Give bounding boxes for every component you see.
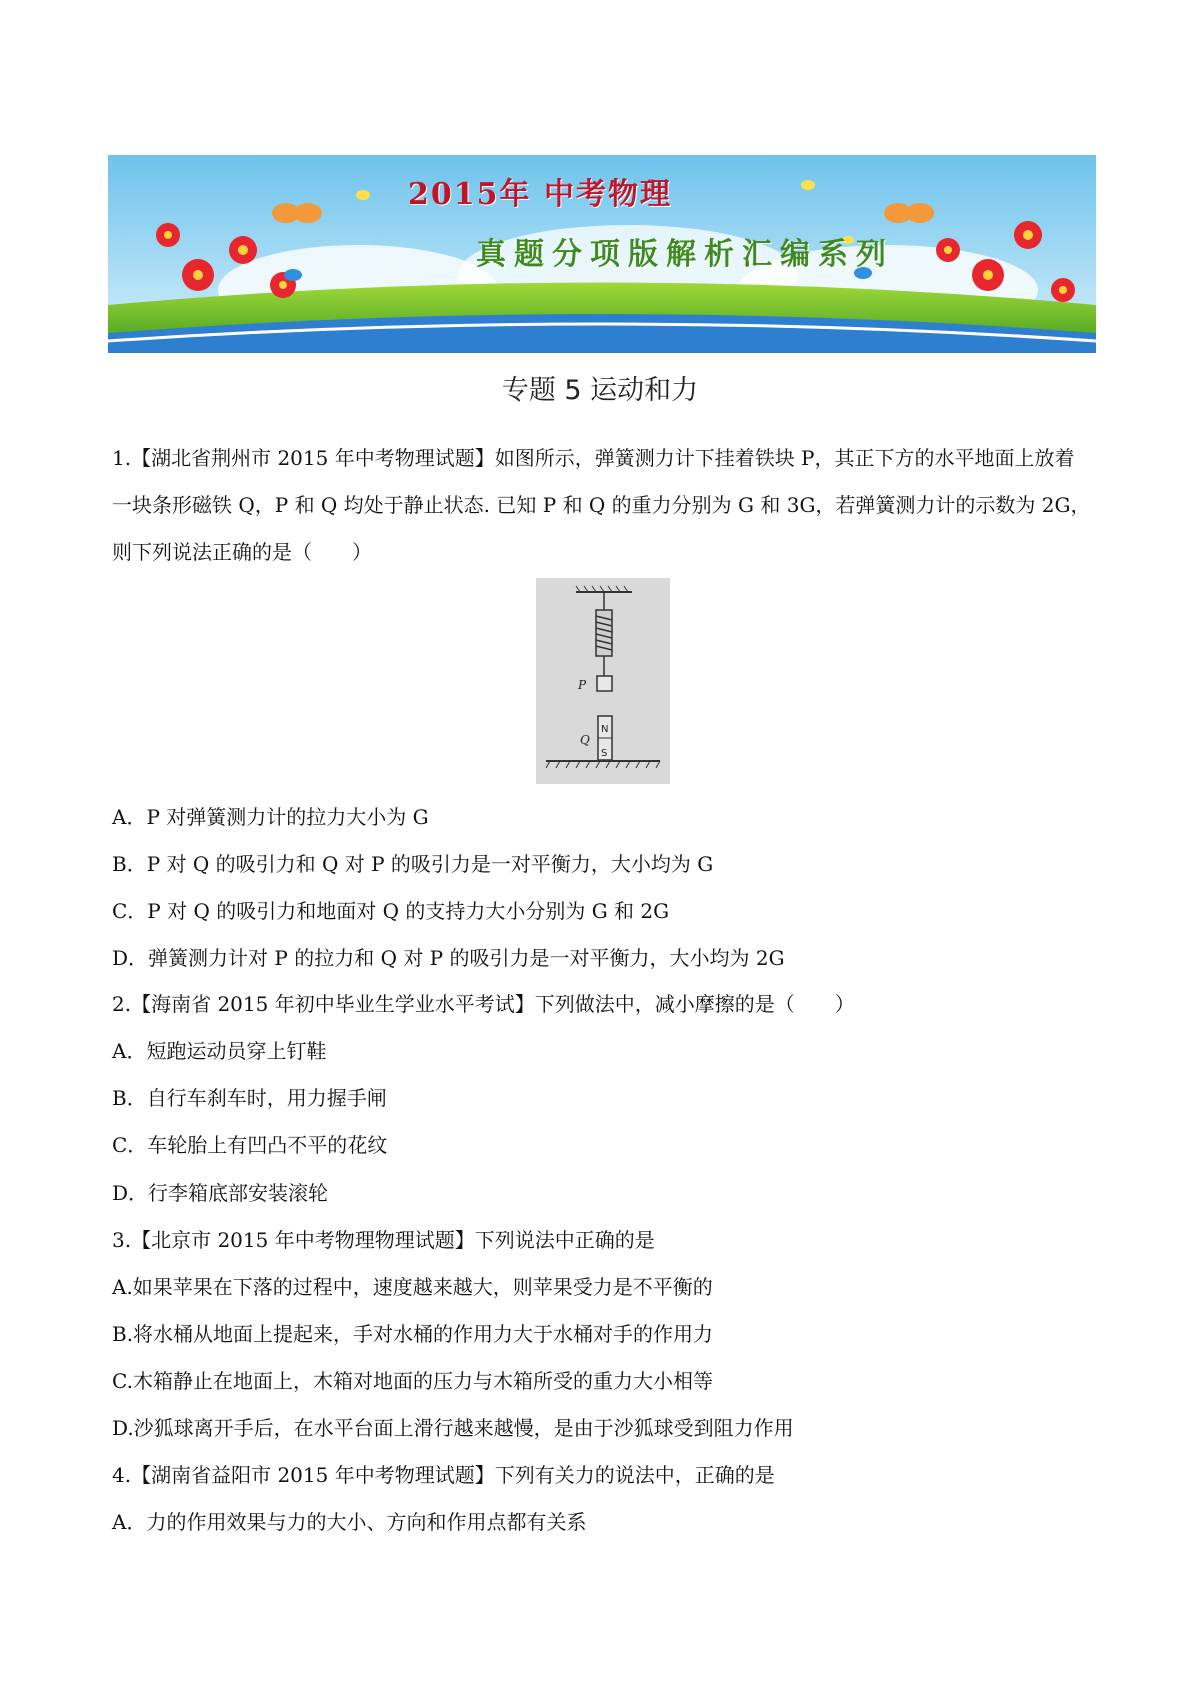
q4-option-a: A．力的作用效果与力的大小、方向和作用点都有关系 xyxy=(112,1510,587,1534)
q1-stem-line-3: 则下列说法正确的是（ ） xyxy=(112,540,372,564)
q2-option-c: C．车轮胎上有凹凸不平的花纹 xyxy=(112,1133,388,1157)
q2-option-b: B．自行车刹车时，用力握手闸 xyxy=(112,1086,387,1110)
q3-option-c: C.木箱静止在地面上，木箱对地面的压力与木箱所受的重力大小相等 xyxy=(112,1369,713,1393)
q4-stem: 4.【湖南省益阳市 2015 年中考物理试题】下列有关力的说法中，正确的是 xyxy=(112,1463,775,1487)
label-q: Q xyxy=(580,733,590,747)
page-subtitle: 专题 5 运动和力 xyxy=(501,375,699,406)
spring-scale-diagram xyxy=(536,578,670,784)
q1-option-b: B．P 对 Q 的吸引力和 Q 对 P 的吸引力是一对平衡力，大小均为 G xyxy=(112,852,714,876)
q1-option-c: C．P 对 Q 的吸引力和地面对 Q 的支持力大小分别为 G 和 2G xyxy=(112,899,670,923)
q3-option-b: B.将水桶从地面上提起来，手对水桶的作用力大于水桶对手的作用力 xyxy=(112,1322,714,1346)
q3-option-a: A.如果苹果在下落的过程中，速度越来越大，则苹果受力是不平衡的 xyxy=(112,1275,713,1299)
label-s: S xyxy=(601,748,608,759)
q3-option-d: D.沙狐球离开手后，在水平台面上滑行越来越慢，是由于沙狐球受到阻力作用 xyxy=(112,1416,794,1440)
spring-magnet-figure xyxy=(536,578,670,784)
q2-option-a: A．短跑运动员穿上钉鞋 xyxy=(112,1039,327,1063)
q1-stem-line-1: 1.【湖北省荆州市 2015 年中考物理试题】如图所示，弹簧测力计下挂着铁块 P，其正下方的水平地面上放着 xyxy=(112,446,1075,470)
q3-stem: 3.【北京市 2015 年中考物理物理试题】下列说法中正确的是 xyxy=(112,1228,655,1252)
banner-title-year: 2015年 中考物理 xyxy=(408,177,672,212)
q2-option-d: D．行李箱底部安装滚轮 xyxy=(112,1181,329,1205)
label-n: N xyxy=(601,724,609,735)
q1-stem-line-2: 一块条形磁铁 Q，P 和 Q 均处于静止状态. 已知 P 和 Q 的重力分别为 G 和 3G，若弹簧测力计的示数为 2G， xyxy=(112,493,1091,517)
header-banner xyxy=(108,155,1096,353)
q1-option-a: A．P 对弹簧测力计的拉力大小为 G xyxy=(112,805,429,829)
q1-option-d: D．弹簧测力计对 P 的拉力和 Q 对 P 的吸引力是一对平衡力，大小均为 2G xyxy=(112,946,785,970)
q2-stem: 2.【海南省 2015 年初中毕业生学业水平考试】下列做法中，减小摩擦的是（ ） xyxy=(112,992,855,1016)
banner-title-series: 真题分项版解析汇编系列 xyxy=(476,237,894,272)
label-p: P xyxy=(578,678,587,692)
